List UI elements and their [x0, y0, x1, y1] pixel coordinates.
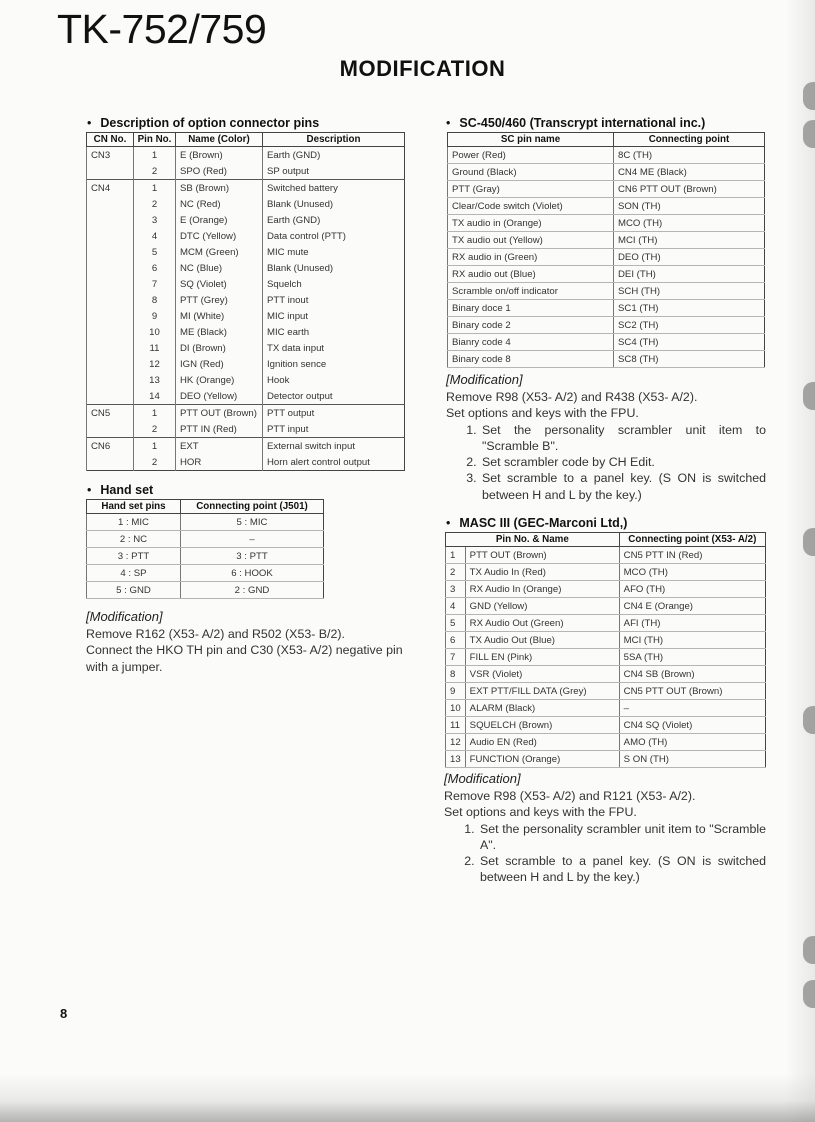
table-cell: SPO (Red) [176, 163, 263, 180]
modification-body [444, 788, 766, 886]
table-cell: MIC input [263, 308, 405, 324]
table-cell: IGN (Red) [176, 356, 263, 372]
table-row [87, 356, 405, 372]
modification-title: [Modification] [444, 771, 521, 786]
table-cell: 7 [134, 276, 176, 292]
table-cell: 7 [446, 649, 466, 666]
modification-body [86, 626, 406, 675]
table-cell: 2 [134, 196, 176, 212]
option-connector-table [86, 132, 405, 471]
table-cell: PTT inout [263, 292, 405, 308]
table-cell: 2 [134, 454, 176, 471]
table-cell: PTT (Gray) [448, 181, 614, 198]
table-cell: MCI (TH) [619, 632, 765, 649]
table-cell: DEI (TH) [614, 266, 765, 283]
modification-step: 2. Set scrambler code by CH Edit. [480, 454, 766, 470]
column-header: Hand set pins [87, 500, 181, 514]
table-cell [87, 324, 134, 340]
table-row [87, 372, 405, 388]
table-cell [87, 356, 134, 372]
table-row [87, 276, 405, 292]
table-cell: PTT (Grey) [176, 292, 263, 308]
table-cell: 6 [446, 632, 466, 649]
table-cell: CN5 PTT IN (Red) [619, 547, 765, 564]
table-cell: DI (Brown) [176, 340, 263, 356]
table-cell: SC8 (TH) [614, 351, 765, 368]
punch-hole-mark [803, 980, 815, 1008]
modification-steps [446, 422, 766, 503]
table-row [446, 683, 766, 700]
table-cell: RX audio in (Green) [448, 249, 614, 266]
table-cell: 2 [446, 564, 466, 581]
table-cell: Earth (GND) [263, 212, 405, 228]
table-cell: 2 [134, 163, 176, 180]
table-cell [87, 372, 134, 388]
hand-set-heading: • Hand set [87, 483, 154, 497]
table-row [446, 615, 766, 632]
table-header-row [448, 133, 765, 147]
modification-step: 1. Set the personality scrambler unit item to "Scramble B". [480, 422, 766, 455]
table-cell: PTT OUT (Brown) [465, 547, 619, 564]
table-row [87, 565, 324, 582]
table-cell: 5 : MIC [181, 514, 324, 531]
table-cell [87, 260, 134, 276]
table-cell: Bianry code 4 [448, 334, 614, 351]
table-cell: DEO (Yellow) [176, 388, 263, 405]
table-row [448, 249, 765, 266]
modification-line: Connect the HKO TH pin and C30 (X53- A/2) negative pin with a jumper. [86, 643, 403, 674]
table-row [448, 232, 765, 249]
hand-set-table [86, 499, 324, 599]
table-cell: 1 [446, 547, 466, 564]
table-cell: SP output [263, 163, 405, 180]
table-cell: HOR [176, 454, 263, 471]
table-cell: GND (Yellow) [465, 598, 619, 615]
table-cell: 5 : GND [87, 582, 181, 599]
table-cell: FILL EN (Pink) [465, 649, 619, 666]
table-cell: 12 [134, 356, 176, 372]
table-cell: DTC (Yellow) [176, 228, 263, 244]
table-cell: Binary code 8 [448, 351, 614, 368]
table-row [87, 212, 405, 228]
table-header-row [87, 133, 405, 147]
table-row [448, 266, 765, 283]
table-cell: 13 [446, 751, 466, 768]
table-cell: TX Audio Out (Blue) [465, 632, 619, 649]
table-cell: TX Audio In (Red) [465, 564, 619, 581]
table-cell: CN6 [87, 438, 134, 455]
table-cell: 3 : PTT [181, 548, 324, 565]
table-cell: PTT output [263, 405, 405, 422]
table-cell: 14 [134, 388, 176, 405]
column-header: SC pin name [448, 133, 614, 147]
table-cell [87, 212, 134, 228]
table-row [448, 147, 765, 164]
table-cell [87, 276, 134, 292]
table-cell: RX Audio Out (Green) [465, 615, 619, 632]
table-cell: NC (Red) [176, 196, 263, 212]
table-row [446, 547, 766, 564]
table-cell: HK (Orange) [176, 372, 263, 388]
table-row [446, 666, 766, 683]
modification-line: Set options and keys with the FPU. [444, 805, 637, 820]
table-cell: SC1 (TH) [614, 300, 765, 317]
table-cell: 9 [134, 308, 176, 324]
table-row [446, 717, 766, 734]
table-cell: SCH (TH) [614, 283, 765, 300]
table-cell [87, 308, 134, 324]
table-row [87, 531, 324, 548]
table-cell: 5 [446, 615, 466, 632]
table-cell: External switch input [263, 438, 405, 455]
table-cell: SC4 (TH) [614, 334, 765, 351]
section-heading: MODIFICATION [339, 56, 506, 81]
table-cell: 10 [134, 324, 176, 340]
table-cell: 4 [446, 598, 466, 615]
table-cell: CN4 SB (Brown) [619, 666, 765, 683]
table-cell: 2 [134, 421, 176, 438]
table-cell: PTT OUT (Brown) [176, 405, 263, 422]
table-cell [87, 421, 134, 438]
table-row [87, 292, 405, 308]
table-cell [87, 454, 134, 471]
modification-line: Remove R98 (X53- A/2) and R438 (X53- A/2). [446, 390, 698, 404]
table-cell: 3 : PTT [87, 548, 181, 565]
table-cell [87, 228, 134, 244]
table-cell: Squelch [263, 276, 405, 292]
table-row [87, 548, 324, 565]
table-cell: CN3 [87, 147, 134, 164]
table-cell: MCM (Green) [176, 244, 263, 260]
table-cell: Power (Red) [448, 147, 614, 164]
modification-body [446, 389, 766, 503]
punch-hole-mark [803, 82, 815, 110]
table-cell: RX Audio In (Orange) [465, 581, 619, 598]
table-cell: 8 [134, 292, 176, 308]
bullet-icon: • [87, 483, 92, 497]
table-row [87, 514, 324, 531]
table-row [448, 317, 765, 334]
table-cell: Switched battery [263, 180, 405, 197]
masc-table [445, 532, 766, 768]
column-header: Connecting point (X53- A/2) [619, 533, 765, 547]
table-cell: AFO (TH) [619, 581, 765, 598]
table-row [446, 598, 766, 615]
table-cell: TX audio out (Yellow) [448, 232, 614, 249]
masc-heading: • MASC III (GEC-Marconi Ltd,) [446, 516, 628, 530]
modification-step: 2. Set scramble to a panel key. (S ON is switched between H and L by the key.) [478, 853, 766, 886]
table-cell: 1 [134, 405, 176, 422]
table-row [87, 388, 405, 405]
modification-steps [444, 821, 766, 886]
table-cell: Blank (Unused) [263, 196, 405, 212]
bullet-icon: • [87, 116, 92, 130]
table-cell: SQ (Violet) [176, 276, 263, 292]
table-row [448, 283, 765, 300]
table-row [446, 564, 766, 581]
table-row [87, 244, 405, 260]
table-cell: ME (Black) [176, 324, 263, 340]
bullet-icon: • [446, 116, 451, 130]
modification-step: 3. Set scramble to a panel key. (S ON is switched between H and L by the key.) [480, 470, 766, 503]
table-cell: AMO (TH) [619, 734, 765, 751]
table-cell: 4 [134, 228, 176, 244]
table-row [87, 582, 324, 599]
table-cell: Ground (Black) [448, 164, 614, 181]
table-cell: SC2 (TH) [614, 317, 765, 334]
punch-hole-mark [803, 382, 815, 410]
table-cell: Horn alert control output [263, 454, 405, 471]
table-cell: MI (White) [176, 308, 263, 324]
table-cell: Earth (GND) [263, 147, 405, 164]
table-cell: CN4 SQ (Violet) [619, 717, 765, 734]
column-header: Name (Color) [176, 133, 263, 147]
table-row [448, 351, 765, 368]
table-cell: CN4 [87, 180, 134, 197]
table-cell: PTT input [263, 421, 405, 438]
table-row [448, 334, 765, 351]
table-row [87, 438, 405, 455]
table-cell: MIC earth [263, 324, 405, 340]
table-cell: 5 [134, 244, 176, 260]
table-cell: SQUELCH (Brown) [465, 717, 619, 734]
table-row [87, 454, 405, 471]
column-header: Connecting point [614, 133, 765, 147]
table-row [87, 340, 405, 356]
page-number: 8 [60, 1006, 68, 1021]
table-cell: 1 [134, 438, 176, 455]
table-cell: 13 [134, 372, 176, 388]
table-row [87, 308, 405, 324]
table-cell: NC (Blue) [176, 260, 263, 276]
table-header-row [87, 500, 324, 514]
table-cell: 10 [446, 700, 466, 717]
table-cell: 11 [134, 340, 176, 356]
document-title: TK-752/759 [57, 6, 267, 52]
table-cell: 5SA (TH) [619, 649, 765, 666]
table-cell: S ON (TH) [619, 751, 765, 768]
table-cell: MCO (TH) [614, 215, 765, 232]
table-row [446, 632, 766, 649]
column-header: Description [263, 133, 405, 147]
table-cell: VSR (Violet) [465, 666, 619, 683]
table-row [446, 751, 766, 768]
sc450-heading: • SC-450/460 (Transcrypt international inc.) [446, 116, 706, 130]
table-row [448, 181, 765, 198]
table-cell: Hook [263, 372, 405, 388]
table-cell: Detector output [263, 388, 405, 405]
table-cell: CN6 PTT OUT (Brown) [614, 181, 765, 198]
table-cell: Blank (Unused) [263, 260, 405, 276]
table-cell: EXT [176, 438, 263, 455]
binding-shadow [0, 1074, 815, 1122]
punch-hole-mark [803, 528, 815, 556]
column-header: Pin No. [134, 133, 176, 147]
table-cell: Clear/Code switch (Violet) [448, 198, 614, 215]
table-cell: CN5 [87, 405, 134, 422]
table-row [87, 324, 405, 340]
table-cell: RX audio out (Blue) [448, 266, 614, 283]
modification-line: Remove R162 (X53- A/2) and R502 (X53- B/2). [86, 627, 345, 641]
table-row [446, 581, 766, 598]
table-cell: CN4 E (Orange) [619, 598, 765, 615]
table-cell: 1 : MIC [87, 514, 181, 531]
table-cell: AFI (TH) [619, 615, 765, 632]
table-cell [87, 196, 134, 212]
table-row [448, 215, 765, 232]
table-cell: MCI (TH) [614, 232, 765, 249]
column-header: Connecting point (J501) [181, 500, 324, 514]
table-cell: Audio EN (Red) [465, 734, 619, 751]
table-cell: Ignition sence [263, 356, 405, 372]
table-row [87, 260, 405, 276]
column-header: CN No. [87, 133, 134, 147]
table-cell: DEO (TH) [614, 249, 765, 266]
table-cell: E (Brown) [176, 147, 263, 164]
table-row [446, 649, 766, 666]
table-header-row [446, 533, 766, 547]
option-connector-heading: • Description of option connector pins [87, 116, 320, 130]
table-row [448, 164, 765, 181]
modification-title: [Modification] [446, 372, 523, 387]
table-cell: MCO (TH) [619, 564, 765, 581]
modification-line: Set options and keys with the FPU. [446, 406, 639, 421]
table-cell: Binary code 2 [448, 317, 614, 334]
table-row [87, 421, 405, 438]
table-cell: Scramble on/off indicator [448, 283, 614, 300]
table-cell: 8C (TH) [614, 147, 765, 164]
table-cell: 6 : HOOK [181, 565, 324, 582]
table-cell [87, 163, 134, 180]
modification-title: [Modification] [86, 609, 163, 624]
table-row [446, 734, 766, 751]
table-row [446, 700, 766, 717]
table-cell: 1 [134, 180, 176, 197]
table-cell [87, 244, 134, 260]
table-cell: 1 [134, 147, 176, 164]
table-cell: FUNCTION (Orange) [465, 751, 619, 768]
table-cell: – [181, 531, 324, 548]
table-cell: CN4 ME (Black) [614, 164, 765, 181]
table-cell: Data control (PTT) [263, 228, 405, 244]
punch-hole-mark [803, 120, 815, 148]
table-cell: TX audio in (Orange) [448, 215, 614, 232]
punch-hole-mark [803, 706, 815, 734]
table-cell [87, 388, 134, 405]
column-header: Pin No. & Name [446, 533, 620, 547]
table-cell: PTT IN (Red) [176, 421, 263, 438]
table-cell: 3 [134, 212, 176, 228]
table-cell: MIC mute [263, 244, 405, 260]
table-cell: TX data input [263, 340, 405, 356]
table-cell: 6 [134, 260, 176, 276]
table-cell: EXT PTT/FILL DATA (Grey) [465, 683, 619, 700]
table-cell: 11 [446, 717, 466, 734]
table-cell [87, 292, 134, 308]
table-row [87, 228, 405, 244]
table-cell: ALARM (Black) [465, 700, 619, 717]
table-cell: CN5 PTT OUT (Brown) [619, 683, 765, 700]
table-row [87, 163, 405, 180]
table-cell: 9 [446, 683, 466, 700]
table-cell: E (Orange) [176, 212, 263, 228]
table-cell [87, 340, 134, 356]
table-row [87, 405, 405, 422]
table-row [87, 180, 405, 197]
table-cell: 2 : NC [87, 531, 181, 548]
modification-line: Remove R98 (X53- A/2) and R121 (X53- A/2). [444, 789, 696, 803]
table-cell: 12 [446, 734, 466, 751]
table-row [87, 196, 405, 212]
table-cell: SB (Brown) [176, 180, 263, 197]
bullet-icon: • [446, 516, 451, 530]
table-cell: SON (TH) [614, 198, 765, 215]
table-cell: 2 : GND [181, 582, 324, 599]
table-row [87, 147, 405, 164]
table-cell: 3 [446, 581, 466, 598]
table-cell: – [619, 700, 765, 717]
modification-step: 1. Set the personality scrambler unit item to "Scramble A". [478, 821, 766, 854]
table-cell: Binary doce 1 [448, 300, 614, 317]
table-row [448, 198, 765, 215]
punch-hole-mark [803, 936, 815, 964]
table-row [448, 300, 765, 317]
sc450-table [447, 132, 765, 368]
table-cell: 8 [446, 666, 466, 683]
table-cell: 4 : SP [87, 565, 181, 582]
